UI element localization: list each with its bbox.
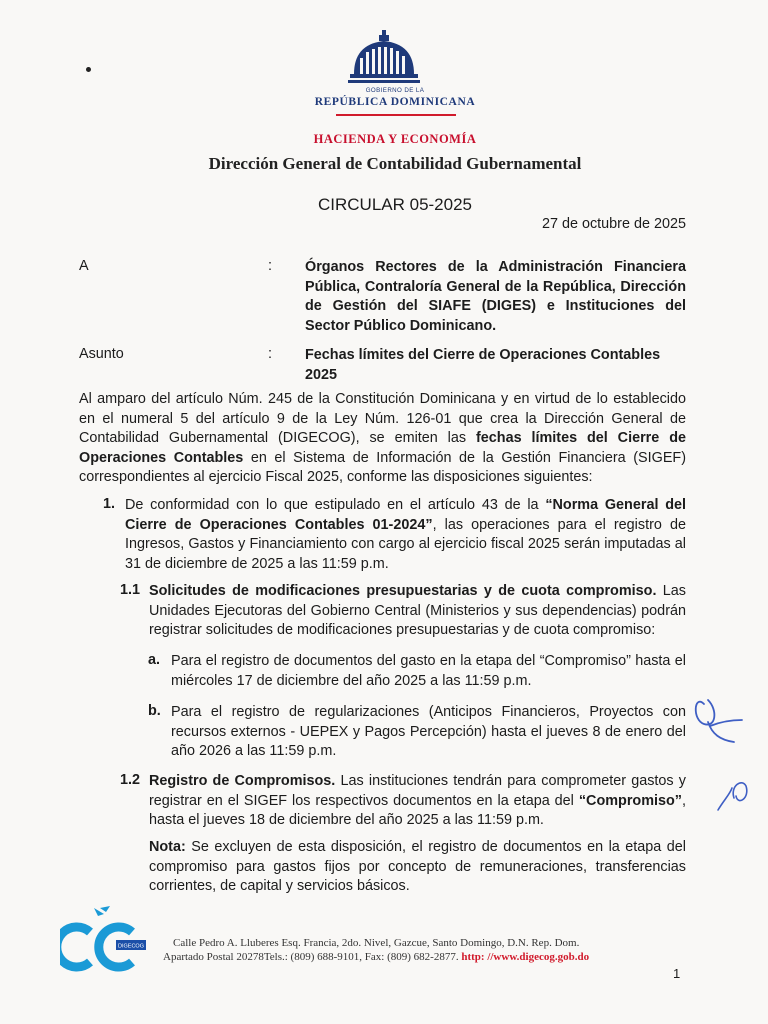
- item-1-1-number: 1.1: [120, 582, 141, 598]
- intro-bold: fechas límites del Cierre de Operaciones Contables: [79, 430, 686, 466]
- government-label-small: GOBIERNO DE LA: [365, 87, 425, 94]
- item-b-text: Para el registro de regularizaciones (Anticipos Financieros, Proyectos con recursos externos - UEPEX y Pagos Percepción) hasta el jueves 8 de enero del año 2026 a las 11:59 p.m.: [171, 704, 686, 759]
- to-label: A: [79, 258, 89, 274]
- item-1-1-bold: Solicitudes de modificaciones presupuestarias y de cuota compromiso.: [149, 583, 657, 599]
- item-1-1-paragraph: [149, 582, 686, 641]
- subject-text: Fechas límites del Cierre de Operaciones Contables 2025: [305, 347, 661, 383]
- footer-contact: Apartado Postal 20278Tels.: (809) 688-9101, Fax: (809) 682-2877.: [163, 951, 462, 963]
- page-number: 1: [673, 966, 681, 981]
- circular-title: CIRCULAR 05-2025: [317, 195, 472, 214]
- item-1-2-text-1: Las instituciones tendrán para comprometer gastos y registrar en el SIGEF los respectivos documentos en la etapa del: [149, 773, 686, 809]
- item-1-paragraph: [125, 496, 686, 574]
- item-1-2-bold: Registro de Compromisos.: [149, 773, 336, 789]
- subject-colon: :: [268, 346, 272, 362]
- item-a-text: Para el registro de documentos del gasto en la etapa del “Compromiso” hasta el miércoles 17 de diciembre del año 2025 a las 11:59 p.m.: [171, 653, 686, 689]
- to-recipients: Órganos Rectores de la Administración Financiera Pública, Contraloría General de la República, Dirección de Gestión del SIAFE (DIGES) e Instituciones del Sector Público Dominicano.: [305, 259, 686, 334]
- item-1-2-text-2: , hasta el jueves 18 de diciembre del año 2025 a las 11:59 p.m.: [149, 792, 686, 828]
- item-1-2-bold-2: “Compromiso”: [578, 792, 682, 809]
- item-1-text-2: , las operaciones para el registro de Ingresos, Gastos y Financiamiento con cargo al ejercicio fiscal 2025 serán imputadas al 31 de diciembre de 2025 a las 11:59 p.m.: [125, 516, 686, 572]
- footer-address-line-2: [163, 951, 589, 963]
- item-a-number: a.: [148, 652, 161, 668]
- note-label: Nota:: [149, 839, 186, 855]
- item-1-1-text: Las Unidades Ejecutoras del Gobierno Central (Ministerios y sus dependencias) podrán registrar solicitudes de modificaciones presupuestarias y de cuota compromiso:: [149, 583, 686, 638]
- to-colon: :: [268, 258, 272, 274]
- note-text: Se excluyen de esta disposición, el registro de documentos en la etapa del compromiso para gastos fijos por concepto de remuneraciones, transferencias corrientes, de capital y servicios básicos.: [149, 839, 686, 894]
- digecog-badge-text: DIGECOG: [118, 943, 144, 950]
- document-date: 27 de octubre de 2025: [541, 216, 686, 232]
- intro-text-2: en el Sistema de Información de la Gestión Financiera (SIGEF) correspondientes al ejercicio Fiscal 2025, conforme las disposiciones siguientes:: [79, 449, 686, 485]
- footer-website-link[interactable]: http: //www.digecog.gob.do: [461, 951, 590, 963]
- footer-address-line-1: Calle Pedro A. Lluberes Esq. Francia, 2do. Nivel, Gazcue, Santo Domingo, D.N. Rep. Dom.: [173, 937, 580, 949]
- handwritten-initials: [690, 690, 760, 840]
- subject-label: Asunto: [79, 346, 124, 362]
- item-b-number: b.: [148, 703, 161, 719]
- item-1-number: 1.: [103, 496, 116, 512]
- government-dome-logo: [346, 30, 422, 88]
- item-1-2-paragraph: [149, 772, 686, 831]
- government-label: REPÚBLICA DOMINICANA: [314, 96, 476, 108]
- department-title: Dirección General de Contabilidad Gubernamental: [208, 154, 582, 173]
- item-1-text-1: De conformidad con lo que estipulado en el artículo 43 de la: [125, 497, 546, 513]
- note-paragraph: [149, 838, 686, 897]
- digecog-logo: [60, 902, 156, 974]
- item-1-2-number: 1.2: [120, 772, 141, 788]
- ministry-name: HACIENDA Y ECONOMÍA: [313, 132, 477, 146]
- intro-paragraph: [79, 390, 686, 488]
- intro-text-1: Al amparo del artículo Núm. 245 de la Constitución Dominicana y en virtud de lo establecido en el numeral 5 del artículo 9 de la Ley Núm. 126-01 que crea la Dirección General de Contabilidad Gubernamental (DIGECOG), se emiten las: [79, 391, 686, 446]
- item-1-bold: “Norma General del Cierre de Operaciones Contables 01-2024”: [125, 497, 686, 533]
- logo-divider: [336, 114, 456, 116]
- bullet-mark: [86, 67, 91, 72]
